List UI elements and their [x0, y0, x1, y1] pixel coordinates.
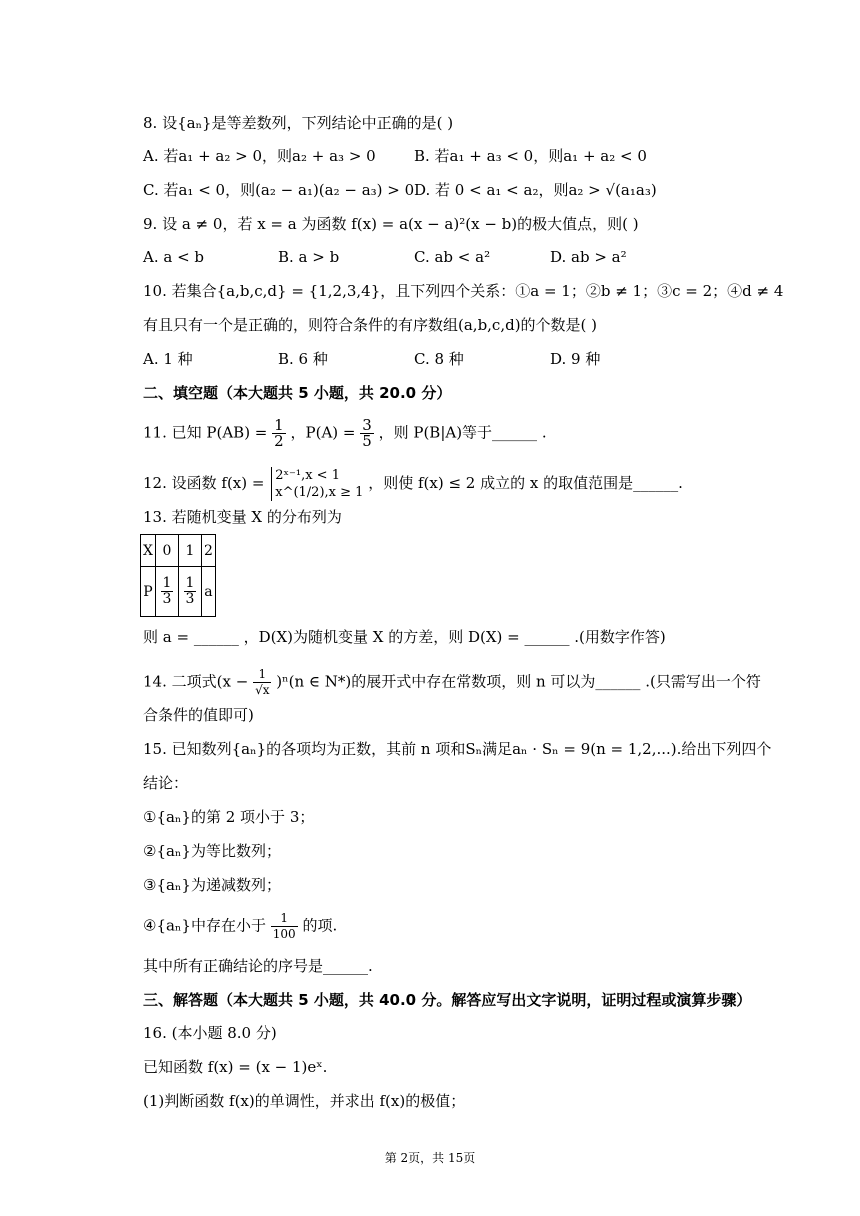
q8-option-b: B. 若a₁ + a₃ < 0，则a₁ + a₂ < 0 [414, 147, 647, 165]
table-cell: 0 [155, 535, 178, 567]
q14-fraction: $\frac{1}{√x}$ [255, 667, 270, 697]
q12-line [143, 467, 683, 501]
q11-part3: ，则 P(B|A)等于______ . [378, 423, 547, 442]
q13-stem: 13. 若随机变量 X 的分布列为 [143, 508, 342, 526]
q11-fraction-2: $\frac{3}{5}$ [362, 416, 372, 450]
q8-option-c: C. 若a₁ < 0，则(a₂ − a₁)(a₂ − a₃) > 0 [143, 181, 415, 199]
q8-stem: 8. 设{aₙ}是等差数列，下列结论中正确的是( ) [143, 114, 454, 132]
q10-stem-line2: 有且只有一个是正确的，则符合条件的有序数组(a,b,c,d)的个数是( ) [143, 316, 598, 334]
q15-fraction: $\frac{1}{100}$ [272, 911, 296, 941]
q15-conclusion-1: ①{aₙ}的第 2 项小于 3； [143, 808, 315, 826]
page-footer: 第 2页，共 15页 [384, 1151, 476, 1165]
q11-part2: ，P(A) = [290, 423, 356, 442]
q9-option-a: A. a < b [143, 248, 205, 266]
table-cell: 2 [201, 535, 215, 567]
q12-part2: ，则使 f(x) ≤ 2 成立的 x 的取值范围是______. [368, 474, 683, 492]
q16-part1: (1)判断函数 f(x)的单调性，并求出 f(x)的极值； [143, 1092, 466, 1110]
q8-option-a: A. 若a₁ + a₂ > 0，则a₂ + a₃ > 0 [143, 147, 376, 165]
q8-option-d: D. 若 0 < a₁ < a₂，则a₂ > √(a₁a₃) [414, 181, 657, 199]
q9-option-b: B. a > b [278, 248, 340, 266]
q15-line1: 15. 已知数列{aₙ}的各项均为正数，其前 n 项和Sₙ满足aₙ · Sₙ = 9(n = 1,2,...).给出下列四个 [143, 740, 772, 758]
q9-stem: 9. 设 a ≠ 0，若 x = a 为函数 f(x) = a(x − a)²(x − b)的极大值点，则( ) [143, 215, 639, 233]
q13-after: 则 a = ______ ，D(X)为随机变量 X 的方差，则 D(X) = ______ .(用数字作答) [143, 628, 666, 646]
q12-part1: 12. 设函数 f(x) = [143, 474, 265, 492]
table-cell: 1 [178, 535, 201, 567]
section-fill-in-heading: 二、填空题（本大题共 5 小题，共 20.0 分） [143, 384, 452, 402]
q10-option-d: D. 9 种 [550, 350, 601, 368]
q15-conclusion-4: ④{aₙ}中存在小于 $\frac{1}{100}$ 的项. [143, 911, 338, 941]
q11-fraction-1: $\frac{1}{2}$ [274, 416, 284, 450]
q11-part1: 11. 已知 P(AB) = [143, 423, 268, 442]
q16-given: 已知函数 f(x) = (x − 1)eˣ. [143, 1058, 328, 1076]
q16-head: 16. (本小题 8.0 分) [143, 1024, 277, 1042]
table-cell: X [141, 535, 156, 567]
q11-line [143, 418, 547, 449]
table-cell: $\frac{1}{3}$ [155, 567, 178, 617]
section-solution-heading: 三、解答题（本大题共 5 小题，共 40.0 分。解答应写出文字说明，证明过程或演算步骤） [143, 991, 752, 1009]
q15-conclusion-2: ②{aₙ}为等比数列； [143, 842, 281, 860]
q15-last: 其中所有正确结论的序号是______. [143, 957, 373, 975]
table-cell: P [141, 567, 156, 617]
q15-line2: 结论： [143, 774, 189, 792]
distribution-table [140, 534, 216, 617]
q14-line1: 14. 二项式(x − $\frac{1}{√x}$ )ⁿ(n ∈ N*)的展开式中存在常数项，则 n 可以为______ .(只需写出一个符 [143, 667, 761, 697]
q10-option-b: B. 6 种 [278, 350, 328, 368]
table-cell: a [201, 567, 215, 617]
q12-piecewise: 2ˣ⁻¹,x < 1 x^(1/2),x ≥ 1 [271, 467, 363, 501]
table-cell: $\frac{1}{3}$ [178, 567, 201, 617]
q9-option-c: C. ab < a² [414, 248, 491, 266]
q15-conclusion-3: ③{aₙ}为递减数列； [143, 876, 281, 894]
q10-option-a: A. 1 种 [143, 350, 193, 368]
q10-option-c: C. 8 种 [414, 350, 464, 368]
q10-stem-line1: 10. 若集合{a,b,c,d} = {1,2,3,4}，且下列四个关系：①a = 1；②b ≠ 1；③c = 2；④d ≠ 4 [143, 282, 784, 300]
q9-option-d: D. ab > a² [550, 248, 627, 266]
q14-line2: 合条件的值即可) [143, 706, 254, 724]
